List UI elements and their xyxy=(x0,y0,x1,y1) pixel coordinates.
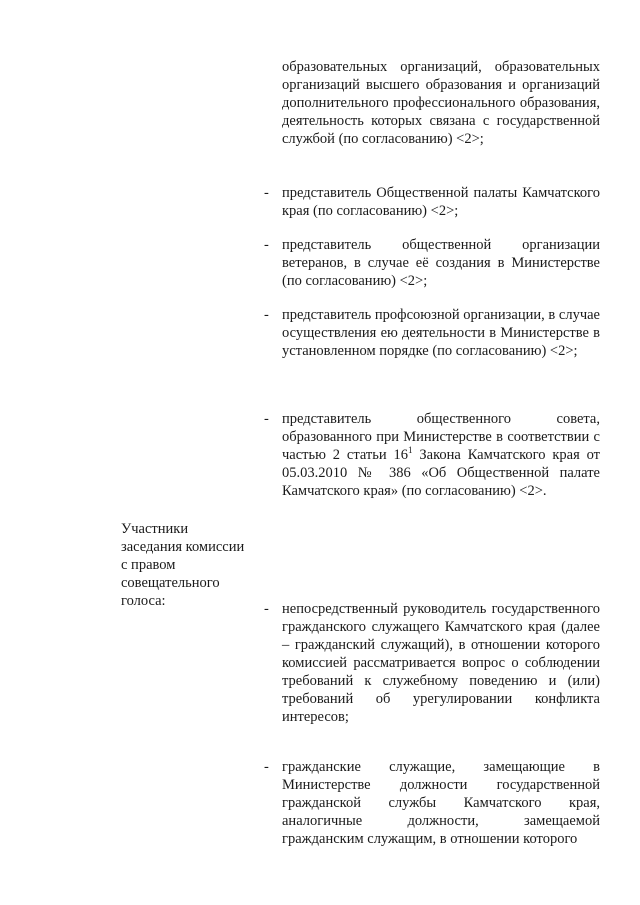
list-dash: - xyxy=(264,601,269,617)
list-dash: - xyxy=(264,237,269,253)
member-text-part: представитель общественного совета, образованного при Министерстве в соответствии с частью 2 статьи 16 xyxy=(282,411,600,463)
member-text: представитель Общественной палаты Камчатского края (по согласованию) <2>; xyxy=(282,185,600,219)
intro-paragraph-block xyxy=(282,58,600,148)
member-item-4 xyxy=(264,410,600,500)
member-text: представитель общественной организации ветеранов, в случае её создания в Министерстве (по согласованию) <2>; xyxy=(282,237,600,289)
advisory-text: непосредственный руководитель государственного гражданского служащего Камчатского края (далее – гражданский служащий), в отношении которого комиссией рассматривается вопрос о соблюдении требований к служебному поведению и (или) требований об урегулировании конфликта интересов; xyxy=(282,601,600,725)
superscript: 1 xyxy=(408,445,413,455)
advisory-item-1 xyxy=(264,600,600,726)
advisory-participants-label: Участники заседания комиссии с правом совещательного голоса: xyxy=(121,521,245,609)
advisory-item-2 xyxy=(264,758,600,848)
intro-paragraph: образовательных организаций, образовательных организаций высшего образования и организаций дополнительного профессионального образования, деятельность которых связана с государственной службой (по согласованию) <2>; xyxy=(282,59,600,147)
member-item-1 xyxy=(264,184,600,220)
member-item-2 xyxy=(264,236,600,290)
member-text xyxy=(282,410,600,500)
list-dash: - xyxy=(264,759,269,775)
list-dash: - xyxy=(264,307,269,323)
member-item-3 xyxy=(264,306,600,360)
member-text-part: Закона Камчатского края от 05.03.2010 № 386 «Об Общественной палате Камчатского края» (по согласованию) <2>. xyxy=(282,447,601,499)
list-dash: - xyxy=(264,185,269,201)
member-text: представитель профсоюзной организации, в случае осуществления ею деятельности в Министерстве в установленном порядке (по согласованию) <2>; xyxy=(282,307,600,359)
list-dash: - xyxy=(264,411,269,427)
advisory-text: гражданские служащие, замещающие в Министерстве должности государственной гражданской службы Камчатского края, аналогичные должности, замещаемой гражданским служащим, в отношении которого xyxy=(282,759,600,847)
